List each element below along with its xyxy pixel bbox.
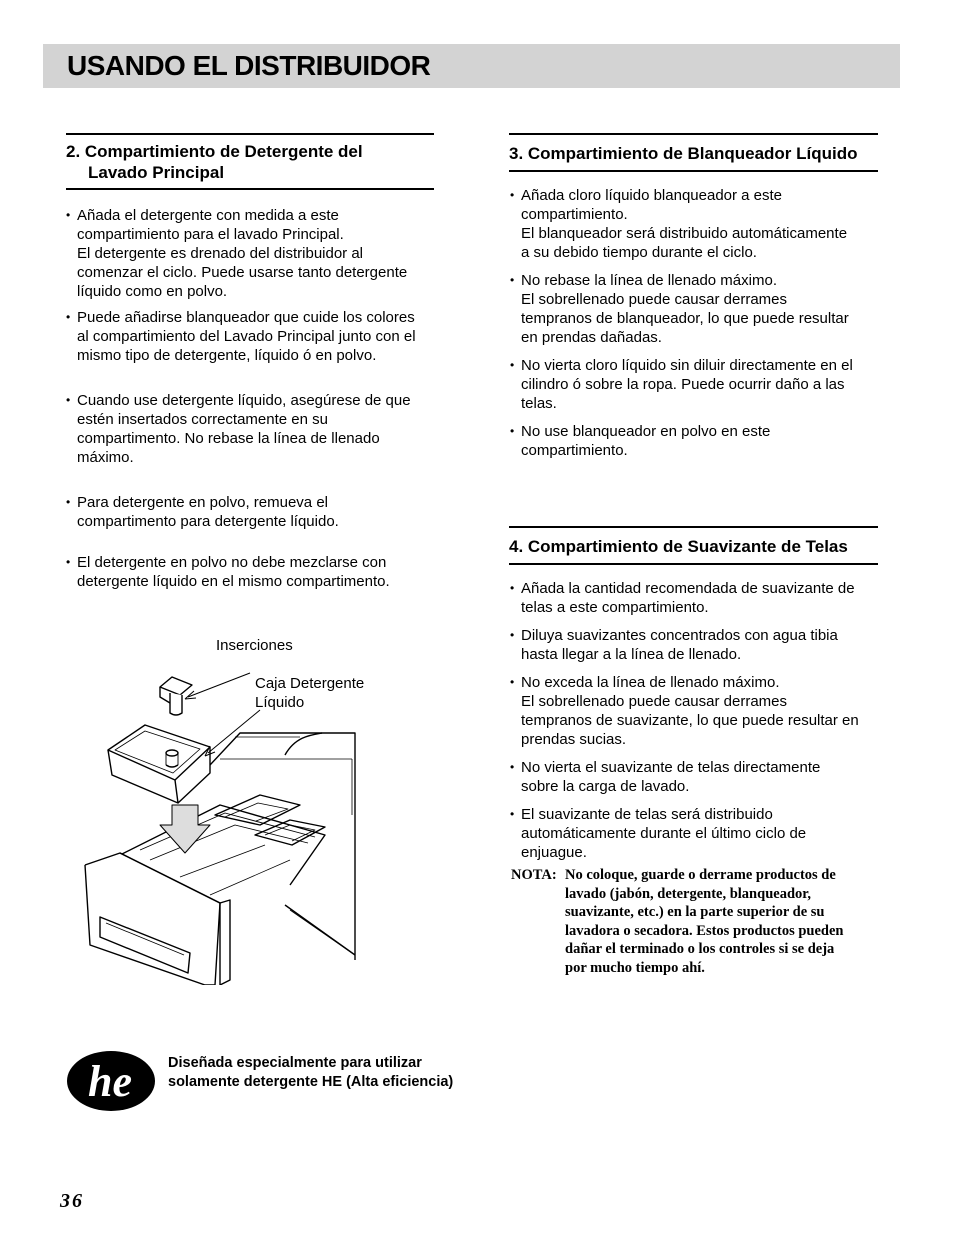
section-3-heading: 3. Compartimiento de Blanqueador Líquido (509, 133, 878, 172)
nota-label: NOTA: (511, 867, 557, 883)
nota-text: No coloque, guarde o derrame productos de lavado (jabón, detergente, blanqueador, suavizante, etc.) en la parte superior de su lavadora o secadora. Estos productos pueden dañar el terminado o los controles si se deja por mucho tiempo ahí. (565, 867, 844, 976)
label-caja-detergente: Caja Detergente Líquido (255, 675, 365, 711)
section-4-heading: 4. Compartimiento de Suavizante de Telas (509, 526, 878, 565)
dispenser-drawer-illustration (60, 655, 360, 985)
list-item: • No vierta el suavizante de telas directamente sobre la carga de lavado. (510, 758, 880, 796)
label-inserciones: Inserciones (216, 637, 293, 654)
nota-block (511, 866, 876, 978)
he-note: Diseñada especialmente para utilizar solamente detergente HE (Alta eficiencia) (168, 1055, 454, 1090)
section-3-bullets (510, 186, 880, 460)
list-item: • Añada el detergente con medida a este compartimiento para el lavado Principal. El detergente es drenado del distribuidor al comenzar el ciclo. Puede usarse tanto detergente líquido como en polvo. (66, 206, 436, 301)
section-2-bullets (66, 206, 436, 591)
list-item: • Puede añadirse blanqueador que cuide los colores al compartimiento del Lavado Principal junto con el mismo tipo de detergente, líquido ó en polvo. (66, 308, 436, 365)
list-item: • Añada cloro líquido blanqueador a este compartimiento. El blanqueador será distribuido automáticamente a su debido tiempo durante el ciclo. (510, 186, 880, 262)
list-item: • Diluya suavizantes concentrados con agua tibia hasta llegar a la línea de llenado. (510, 626, 880, 664)
list-item: • No vierta cloro líquido sin diluir directamente en el cilindro ó sobre la ropa. Puede ocurrir daño a las telas. (510, 356, 880, 413)
section-2-heading (66, 133, 434, 190)
title-banner (43, 44, 900, 88)
page-number: 36 (60, 1190, 84, 1212)
he-logo-icon (66, 1050, 156, 1112)
list-item: • El detergente en polvo no debe mezclarse con detergente líquido en el mismo compartimento. (66, 553, 436, 591)
list-item: • Cuando use detergente líquido, asegúrese de que estén insertados correctamente en su compartimento. No rebase la línea de llenado máximo. (66, 391, 436, 467)
svg-text:he: he (88, 1057, 132, 1106)
section-2-heading-line1: 2. Compartimiento de Detergente del (66, 142, 363, 161)
list-item: • No exceda la línea de llenado máximo. El sobrellenado puede causar derrames tempranos de suavizante, lo que puede resultar en prendas sucias. (510, 673, 880, 749)
section-4-bullets (510, 579, 880, 862)
list-item: • Añada la cantidad recomendada de suavizante de telas a este compartimiento. (510, 579, 880, 617)
section-2-heading-line2: Lavado Principal (88, 163, 225, 182)
page-title: USANDO EL DISTRIBUIDOR (67, 50, 431, 81)
list-item: • Para detergente en polvo, remueva el compartimento para detergente líquido. (66, 493, 436, 531)
list-item: • No rebase la línea de llenado máximo. El sobrellenado puede causar derrames tempranos de blanqueador, lo que puede resultar en prendas dañadas. (510, 271, 880, 347)
list-item: • No use blanqueador en polvo en este compartimiento. (510, 422, 880, 460)
list-item: • El suavizante de telas será distribuido automáticamente durante el último ciclo de enjuague. (510, 805, 880, 862)
